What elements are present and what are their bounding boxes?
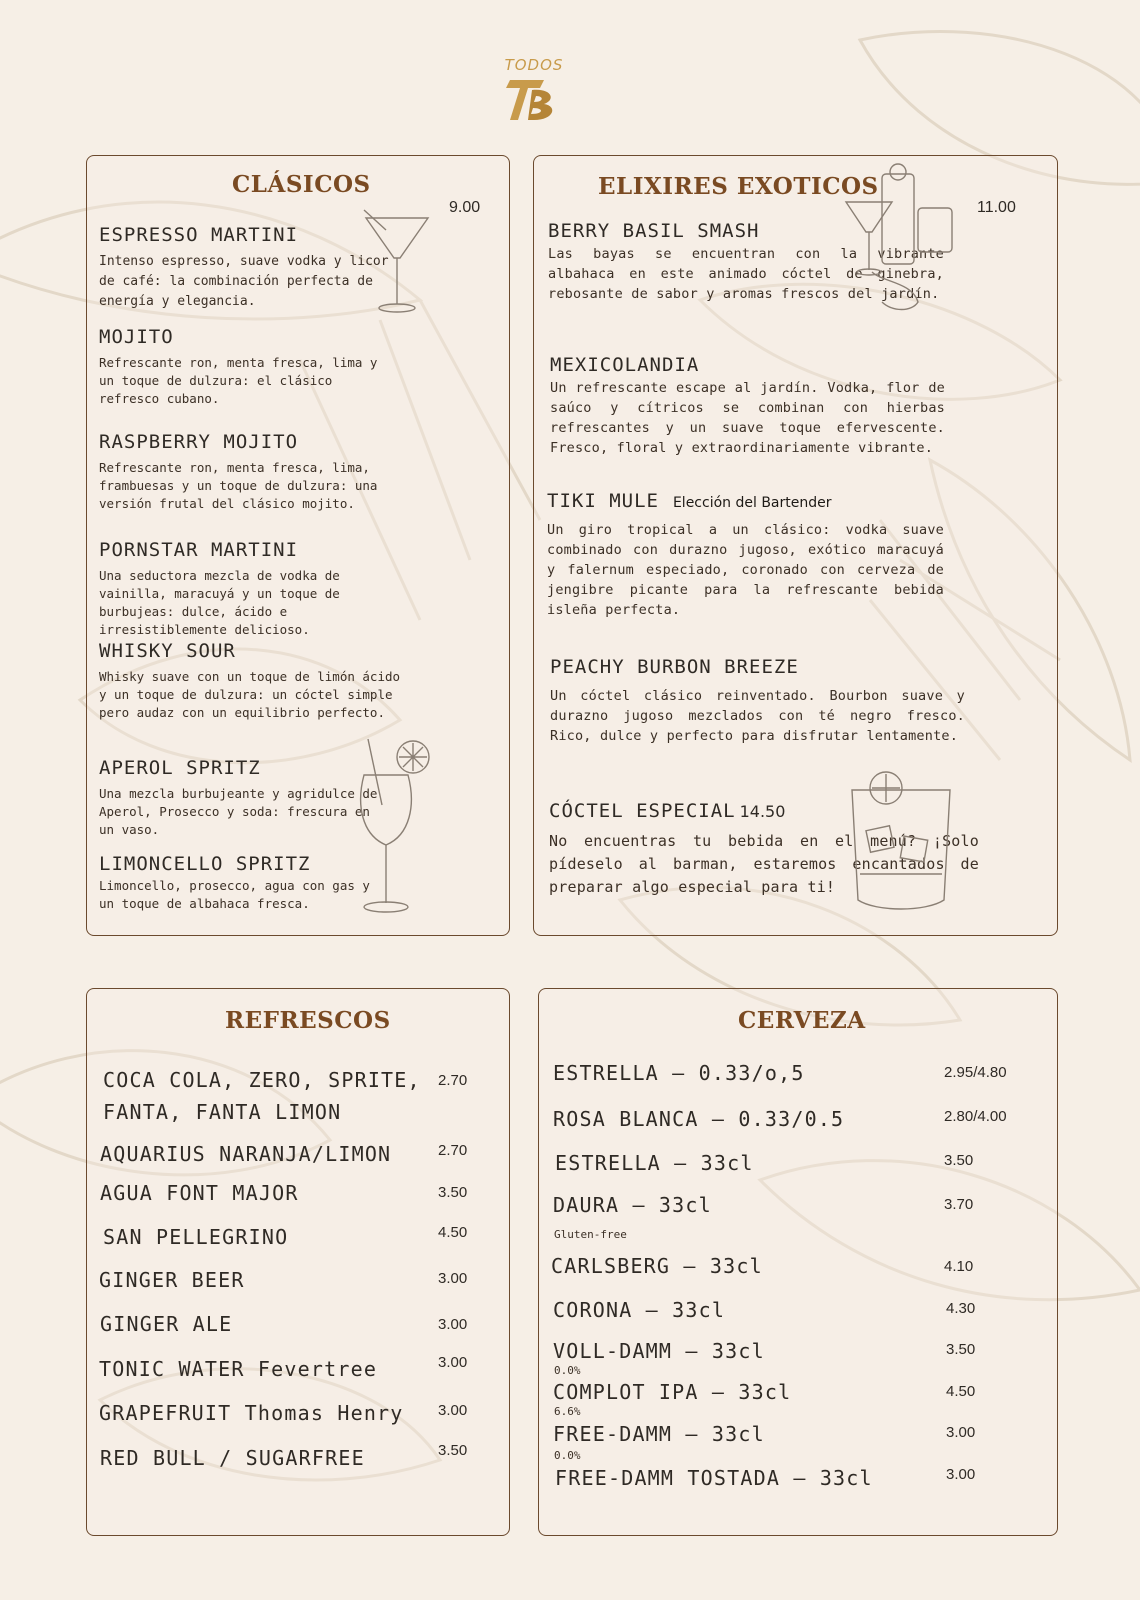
item-description: No encuentras tu bebida en el menú? ¡Solo pídeselo al barman, estaremos encantados de preparar algo especial para ti! <box>549 832 979 896</box>
item-name: GINGER BEER <box>99 1268 245 1292</box>
list-item <box>100 1177 299 1209</box>
item-price: 3.00 <box>946 1424 976 1441</box>
item-price: 3.50 <box>944 1152 974 1169</box>
item-price: 2.70 <box>438 1142 468 1159</box>
item-note: 0.0% <box>554 1449 581 1462</box>
clasicos-title: CLÁSICOS <box>232 171 371 198</box>
item-name: ESTRELLA – 0.33/o,5 <box>553 1061 805 1085</box>
bartender-choice-badge: Elección del Bartender <box>672 495 832 511</box>
menu-item <box>99 640 409 722</box>
item-price: 3.00 <box>438 1354 468 1371</box>
item-name: WHISKY SOUR <box>99 640 236 662</box>
list-item <box>553 1103 844 1135</box>
item-name: MOJITO <box>99 326 174 348</box>
item-price: 3.70 <box>944 1196 974 1213</box>
item-name: SAN PELLEGRINO <box>103 1225 289 1249</box>
elixires-price: 11.00 <box>977 199 1016 216</box>
martini-glass-icon <box>362 208 432 318</box>
item-name: COMPLOT IPA – 33cl <box>553 1380 792 1404</box>
brand-wordmark: TODOS <box>504 56 564 74</box>
item-name: PORNSTAR MARTINI <box>99 539 299 561</box>
list-item <box>100 1138 391 1170</box>
item-name: GINGER ALE <box>100 1312 233 1336</box>
item-price: 3.50 <box>946 1341 976 1358</box>
item-name: VOLL-DAMM – 33cl <box>553 1339 765 1363</box>
item-name-continued: FANTA, FANTA LIMON <box>103 1100 342 1124</box>
item-name: CARLSBERG – 33cl <box>551 1254 763 1278</box>
menu-item <box>550 656 965 746</box>
item-name: COCA COLA, ZERO, SPRITE, <box>103 1068 421 1092</box>
menu-item <box>99 757 389 839</box>
item-name: BERRY BASIL SMASH <box>548 220 760 242</box>
item-name: CORONA – 33cl <box>553 1298 726 1322</box>
item-price: 4.30 <box>946 1300 976 1317</box>
item-price: 2.80/4.00 <box>944 1108 1007 1125</box>
item-description: Intenso espresso, suave vodka y licor de café: la combinación perfecta de energía y elegancia. <box>99 254 389 309</box>
item-note: Gluten-free <box>554 1228 627 1241</box>
item-name: RED BULL / SUGARFREE <box>100 1446 365 1470</box>
item-name: TONIC WATER Fevertree <box>99 1357 378 1381</box>
list-item <box>553 1418 765 1450</box>
item-name: MEXICOLANDIA <box>550 354 700 376</box>
list-item <box>553 1189 712 1221</box>
item-note: 0.0% <box>554 1364 581 1377</box>
item-description: Un cóctel clásico reinventado. Bourbon suave y durazno jugoso mezclados con té negro fresco. Rico, dulce y perfecto para disfrutar lentamente. <box>550 688 965 744</box>
tb-monogram-icon <box>504 74 564 124</box>
item-name: ESPRESSO MARTINI <box>99 224 299 246</box>
list-item <box>103 1221 288 1253</box>
menu-item <box>99 853 389 913</box>
list-item <box>555 1147 754 1179</box>
menu-item <box>550 354 945 458</box>
item-description: Una mezcla burbujeante y agridulce de Aperol, Prosecco y soda: frescura en un vaso. <box>99 786 378 837</box>
item-name: ESTRELLA – 33cl <box>555 1151 754 1175</box>
menu-item <box>99 431 399 513</box>
item-price: 4.50 <box>438 1224 468 1241</box>
item-name-text: TIKI MULE <box>547 490 659 512</box>
clasicos-price: 9.00 <box>449 199 481 216</box>
list-item <box>553 1376 791 1408</box>
spritz-glass-icon <box>348 735 438 920</box>
item-price: 3.50 <box>438 1442 468 1459</box>
item-price: 2.70 <box>438 1072 468 1089</box>
item-description: Refrescante ron, menta fresca, lima, frambuesas y un toque de dulzura: una versión frutal del clásico mojito. <box>99 460 378 511</box>
elixires-title: ELIXIRES EXOTICOS <box>598 173 879 200</box>
item-name: APEROL SPRITZ <box>99 757 261 779</box>
item-name: ROSA BLANCA – 0.33/0.5 <box>553 1107 845 1131</box>
list-item <box>553 1294 725 1326</box>
list-item <box>103 1064 421 1128</box>
list-item <box>99 1264 245 1296</box>
item-description: Un refrescante escape al jardín. Vodka, flor de saúco y cítricos se combinan con hierbas refrescantes y un suave toque efervescente. Fresco, floral y extraordinariamente vibrante. <box>550 380 945 456</box>
item-name: DAURA – 33cl <box>553 1193 712 1217</box>
item-description: Las bayas se encuentran con la vibrante albahaca en este animado cóctel de ginebra, rebosante de sabor y aromas frescos del jardín. <box>548 246 944 302</box>
item-description: Limoncello, prosecco, agua con gas y un toque de albahaca fresca. <box>99 878 370 911</box>
item-price: 3.00 <box>438 1402 468 1419</box>
list-item <box>553 1335 765 1367</box>
menu-item <box>547 490 944 620</box>
menu-item <box>99 224 399 312</box>
item-description: Whisky suave con un toque de limón ácido y un toque de dulzura: un cóctel simple pero audaz con un equilibrio perfecto. <box>99 669 401 720</box>
item-description: Refrescante ron, menta fresca, lima y un toque de dulzura: el clásico refresco cubano. <box>99 355 378 406</box>
item-name: FREE-DAMM – 33cl <box>553 1422 765 1446</box>
list-item <box>99 1353 377 1385</box>
brand-logo <box>484 56 584 124</box>
menu-item <box>99 539 409 639</box>
list-item <box>99 1397 404 1429</box>
cerveza-title: CERVEZA <box>738 1007 866 1034</box>
item-name: LIMONCELLO SPRITZ <box>99 853 311 875</box>
item-name: PEACHY BURBON BREEZE <box>550 656 799 678</box>
item-name: RASPBERRY MOJITO <box>99 431 299 453</box>
item-price: 3.50 <box>438 1184 468 1201</box>
item-price: 3.00 <box>946 1466 976 1483</box>
item-description: Un giro tropical a un clásico: vodka suave combinado con durazno jugoso, exótico maracuyá y falernum especiado, coronado con cerveza de jengibre picante para la refrescante bebida isleña perfecta. <box>547 522 944 618</box>
item-name-text: CÓCTEL ESPECIAL <box>549 800 736 822</box>
item-price: 4.50 <box>946 1383 976 1400</box>
item-description: Una seductora mezcla de vodka de vainilla, maracuyá y un toque de burbujeas: dulce, ácido e irresistiblemente delicioso. <box>99 568 340 637</box>
item-name: AQUARIUS NARANJA/LIMON <box>100 1142 392 1166</box>
item-note: 6.6% <box>554 1405 581 1418</box>
item-name: GRAPEFRUIT Thomas Henry <box>99 1401 404 1425</box>
list-item <box>555 1462 873 1494</box>
list-item <box>551 1250 763 1282</box>
item-price: 3.00 <box>438 1316 468 1333</box>
list-item <box>553 1057 805 1089</box>
special-price: 14.50 <box>739 802 786 821</box>
item-price: 4.10 <box>944 1258 974 1275</box>
item-name <box>547 490 944 512</box>
item-price: 2.95/4.80 <box>944 1064 1007 1081</box>
menu-item <box>99 326 399 408</box>
list-item <box>100 1308 232 1340</box>
item-price: 3.00 <box>438 1270 468 1287</box>
list-item <box>100 1442 365 1474</box>
rocks-glass-icon <box>846 768 956 916</box>
cocktail-glasses-icon <box>842 162 962 322</box>
refrescos-title: REFRESCOS <box>225 1007 391 1034</box>
item-name: FREE-DAMM TOSTADA – 33cl <box>555 1466 873 1490</box>
item-name: AGUA FONT MAJOR <box>100 1181 299 1205</box>
